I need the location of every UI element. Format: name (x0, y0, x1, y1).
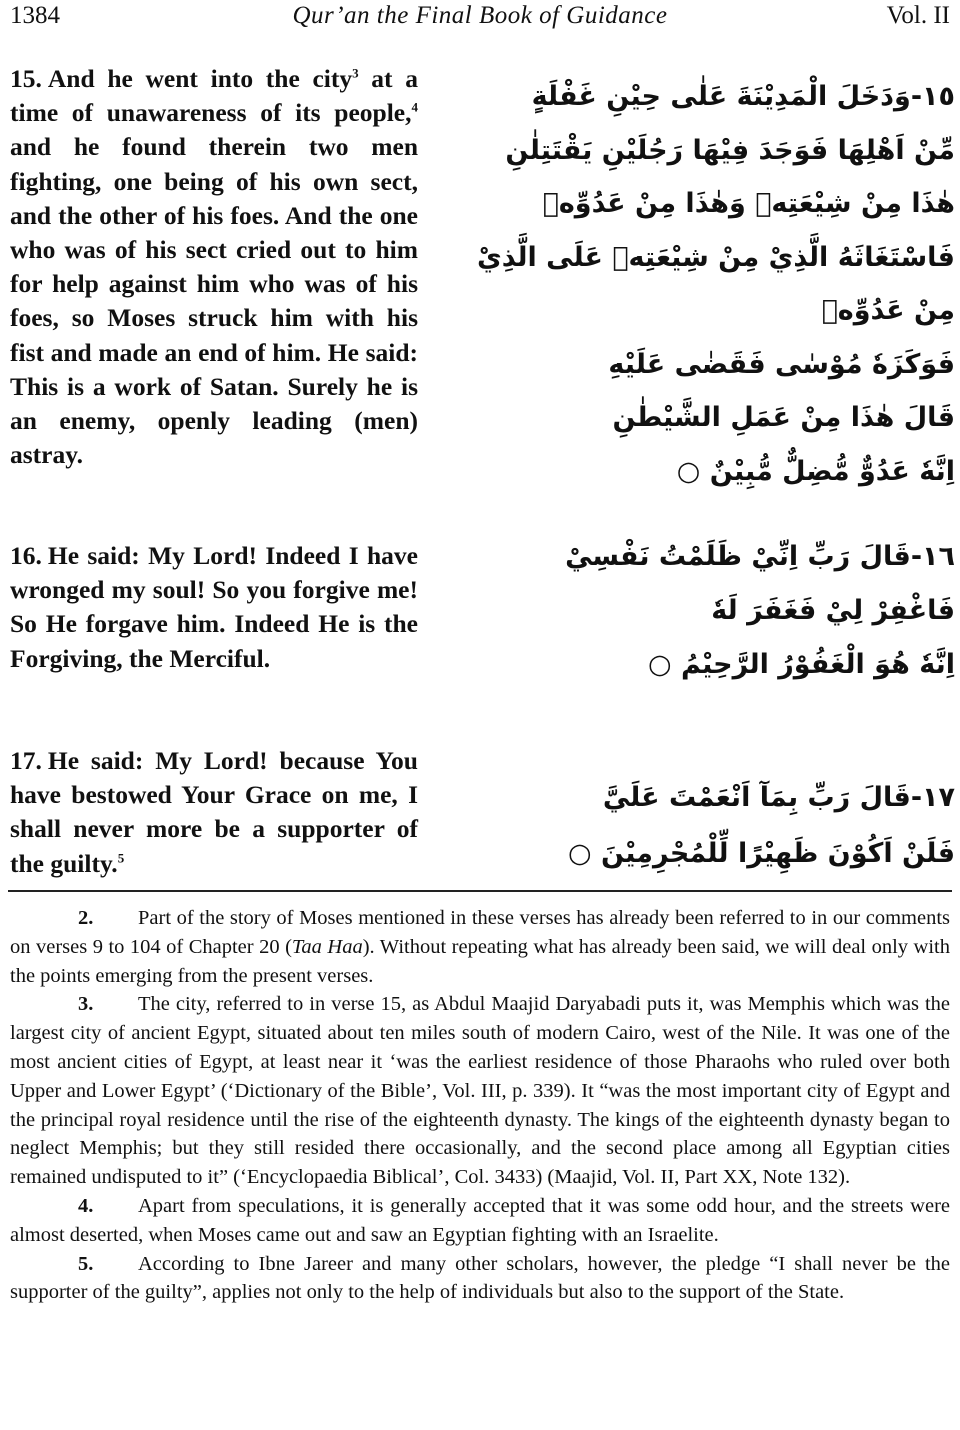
footnote-3 (10, 990, 950, 1192)
footnote-text: Part of the story of Moses mentioned in these verses has already been referred to in our comments on verses 9 to 104 of Chapter 20 ( (10, 907, 950, 958)
footnote-divider (8, 890, 952, 892)
arabic-line: اِنَّهٗ هُوَ الْغَفُوْرُ الرَّحِيْمُ ○ (648, 649, 955, 680)
footnote-number: 4. (78, 1194, 94, 1217)
verse-number: 17. (10, 746, 42, 775)
footnote-2 (10, 904, 950, 990)
verse-15-arabic (477, 70, 955, 498)
arabic-line: فَلَنْ اَكُوْنَ ظَهِيْرًا لِّلْمُجْرِمِيْنَ ○ (568, 838, 955, 869)
footnote-number: 2. (78, 907, 94, 929)
chapter-name: Taa Haa (291, 935, 363, 958)
arabic-line: مِّنْ اَهْلِهَا فَوَجَدَ فِيْهَا رَجُلَيْنِ يَقْتَتِلٰنِ (505, 134, 955, 166)
verse-number: 15. (10, 64, 42, 93)
footnote-text: According to Ibne Jareer and many other scholars, however, the pledge “I shall never be the supporter of the guilty”, applies not only to the help of individuals but also to the support of the State. (10, 1252, 950, 1304)
arabic-line: فَاسْتَغَاثَهُ الَّذِيْ مِنْ شِيْعَتِهٖ عَلَى الَّذِيْ (477, 241, 955, 273)
verse-text: and he found therein two men fighting, one being of his own sect, and the other of his foes. And the one who was of his sect cried out to him for help against him who was of his foes, so Moses struck him with his fist and made an end of him. He said: This is a work of Satan. Surely he is an enemy, openly leading (men) astray. (10, 132, 418, 470)
footnote-ref[interactable]: 3 (352, 65, 359, 81)
footnote-4 (10, 1192, 950, 1250)
verse-15-english (10, 62, 418, 472)
book-title: Qur’an the Final Book of Guidance (292, 2, 668, 29)
verse-text: He said: My Lord! Indeed I have wronged my soul! So you forgive me! So He forgave him. Indeed He is the Forgiving, the Merciful. (10, 541, 418, 673)
arabic-line: فَوَكَزَهٗ مُوْسٰى فَقَضٰى عَلَيْهِ (608, 348, 955, 380)
footnote-text: ). Without repeating what has already been said, we will deal only with the points emerging from the present verses. (10, 935, 950, 987)
verse-text: at a time of unawareness of its people, (10, 64, 418, 128)
verse-17-arabic (545, 770, 955, 882)
footnote-5 (10, 1250, 950, 1308)
page-number: 1384 (10, 2, 60, 29)
verse-text: He said: My Lord! because You have bestowed Your Grace on me, I shall never more be a supporter of the guilty. (10, 746, 418, 878)
footnote-number: 3. (78, 993, 94, 1016)
arabic-line: ١٦-قَالَ رَبِّ اِنِّيْ ظَلَمْتُ نَفْسِيْ (565, 541, 955, 572)
arabic-line: قَالَ هٰذَا مِنْ عَمَلِ الشَّيْطٰنِ (612, 402, 955, 433)
footnote-ref[interactable]: 4 (411, 99, 418, 115)
volume-label: Vol. II (886, 2, 950, 29)
footnotes (10, 904, 950, 1307)
arabic-line: اِنَّهٗ عَدُوٌّ مُّضِلٌّ مُّبِيْنٌ ○ (676, 455, 955, 487)
footnote-ref[interactable]: 5 (117, 850, 125, 866)
verse-text: And he went into the city (47, 64, 353, 93)
verse-16-english (10, 539, 418, 676)
arabic-line: ١٧-قَالَ رَبِّ بِمَآ اَنْعَمْتَ عَلَيَّ (602, 782, 955, 813)
verse-number: 16. (10, 541, 42, 570)
arabic-line: ١٥-وَدَخَلَ الْمَدِيْنَةَ عَلٰى حِيْنِ غَفْلَةٍ (531, 81, 955, 112)
running-header (0, 0, 960, 38)
footnote-number: 5. (78, 1252, 94, 1275)
verse-17-english (10, 744, 418, 881)
arabic-line: هٰذَا مِنْ شِيْعَتِهٖ وَهٰذَا مِنْ عَدُوِّهٖ (542, 188, 955, 219)
arabic-line: مِنْ عَدُوِّهٖ (821, 295, 955, 326)
footnote-text: Apart from speculations, it is generally accepted that it was some odd hour, and the streets were almost deserted, when Moses came out and saw an Egyptian fighting with an Israelite. (10, 1194, 950, 1246)
footnote-text: The city, referred to in verse 15, as Abdul Maajid Daryabadi puts it, was Memphis which was the largest city of ancient Egypt, situated about ten miles south of modern Cairo, west of the Nile. It was one of the most ancient cities of Egypt, at least near it ‘was the earliest residence of those Pharaohs who ruled over both Upper and Lower Egypt’ (‘Dictionary of the Bible’, Vol. III, p. 339). It “was the most important city of Egypt and the principal royal residence until the rise of the eighteenth dynasty. The kings of the eighteenth dynasty began to neglect Memphis; but they still resided there occasionally, and the second place among all Egyptian cities remained undisputed to it” (‘Encyclopaedia Biblical’, Col. 3433) (Maajid, Vol. II, Part XX, Note 132). (10, 993, 950, 1189)
arabic-line: فَاغْفِرْ لِيْ فَغَفَرَ لَهٗ (711, 595, 955, 626)
verse-16-arabic (545, 530, 955, 692)
